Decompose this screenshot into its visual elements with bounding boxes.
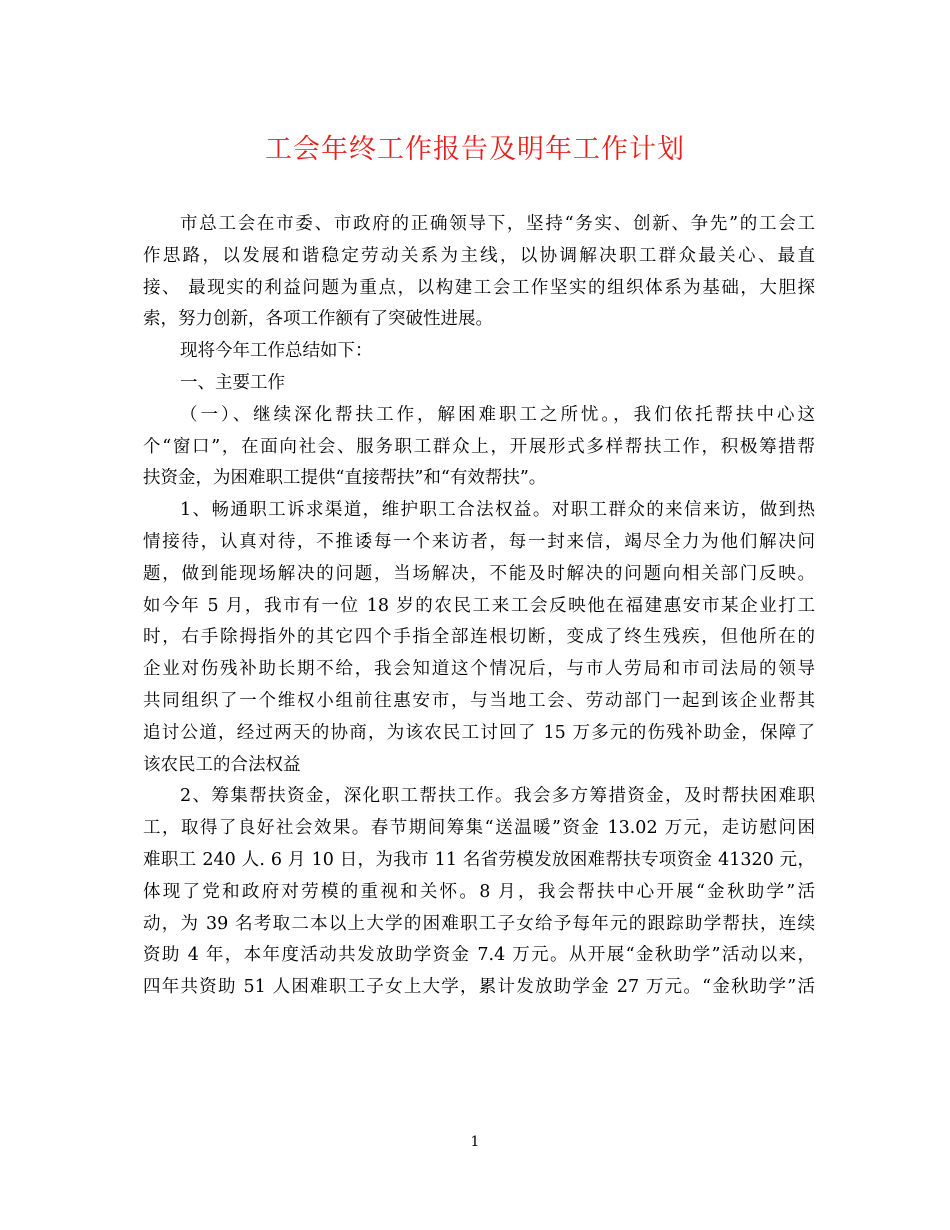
text-line: 2、筹集帮扶资金，深化职工帮扶工作。我会多方筹措资金，及时帮扶困难职: [180, 786, 815, 807]
text-line: 1、畅通职工诉求渠道，维护职工合法权益。对职工群众的来信来访，做到热: [180, 500, 815, 521]
text-line: 体现了党和政府对劳模的重视和关怀。8 月，我会帮扶中心开展“金秋助学”活: [143, 881, 815, 902]
text-line: 企业对伤残补助长期不给，我会知道这个情况后，与市人劳局和市司法局的领导: [143, 659, 815, 680]
text-line: 共同组织了一个维权小组前往惠安市，与当地工会、劳动部门一起到该企业帮其: [143, 690, 815, 711]
text-line: 扶资金，为困难职工提供“直接帮扶”和“有效帮扶”。: [143, 468, 547, 489]
text-line: 索，努力创新，各项工作额有了突破性进展。: [143, 309, 493, 330]
text-line: （一）、继续深化帮扶工作，解困难职工之所忧。，我们依托帮扶中心这: [180, 404, 815, 425]
text-line: 如今年 5 月，我市有一位 18 岁的农民工来工会反映他在福建惠安市某企业打工: [143, 595, 815, 616]
text-line: 难职工 240 人. 6 月 10 日，为我市 11 名省劳模发放困难帮扶专项资金 41320 元，: [143, 849, 815, 870]
text-line: 资助 4 年，本年度活动共发放助学资金 7.4 万元。从开展“金秋助学”活动以来，: [143, 945, 815, 966]
text-line: 现将今年工作总结如下：: [180, 341, 373, 362]
text-line: 作思路，以发展和谐稳定劳动关系为主线，以协调解决职工群众最关心、最直: [143, 245, 815, 266]
text-line: 追讨公道，经过两天的协商，为该农民工讨回了 15 万多元的伤残补助金，保障了: [143, 722, 815, 743]
text-line: 情接待，认真对待，不推诿每一个来访者，每一封来信，竭尽全力为他们解决问: [143, 531, 815, 552]
document-body: [143, 209, 815, 1004]
document-title: 工会年终工作报告及明年工作计划: [265, 134, 685, 165]
text-line: 动，为 39 名考取二本以上大学的困难职工子女给予每年元的跟踪助学帮扶，连续: [143, 913, 815, 934]
text-line: 工，取得了良好社会效果。春节期间筹集“送温暖”资金 13.02 万元，走访慰问困: [143, 818, 815, 839]
text-line: 四年共资助 51 人困难职工子女上大学，累计发放助学金 27 万元。“金秋助学”活: [143, 977, 815, 998]
text-line: 该农民工的合法权益: [143, 754, 301, 775]
text-line: 题，做到能现场解决的问题，当场解决，不能及时解决的问题向相关部门反映。: [143, 563, 815, 584]
page-number: 1: [470, 1134, 480, 1150]
text-line: 接、 最现实的利益问题为重点，以构建工会工作坚实的组织体系为基础，大胆探: [143, 277, 815, 298]
text-line: 时，右手除拇指外的其它四个手指全部连根切断，变成了终生残疾，但他所在的: [143, 627, 815, 648]
text-line: 个“窗口”，在面向社会、服务职工群众上，开展形式多样帮扶工作，积极筹措帮: [143, 436, 815, 457]
section-heading: 一、主要工作: [180, 372, 285, 393]
text-line: 市总工会在市委、市政府的正确领导下，坚持“务实、创新、争先”的工会工: [180, 214, 815, 234]
